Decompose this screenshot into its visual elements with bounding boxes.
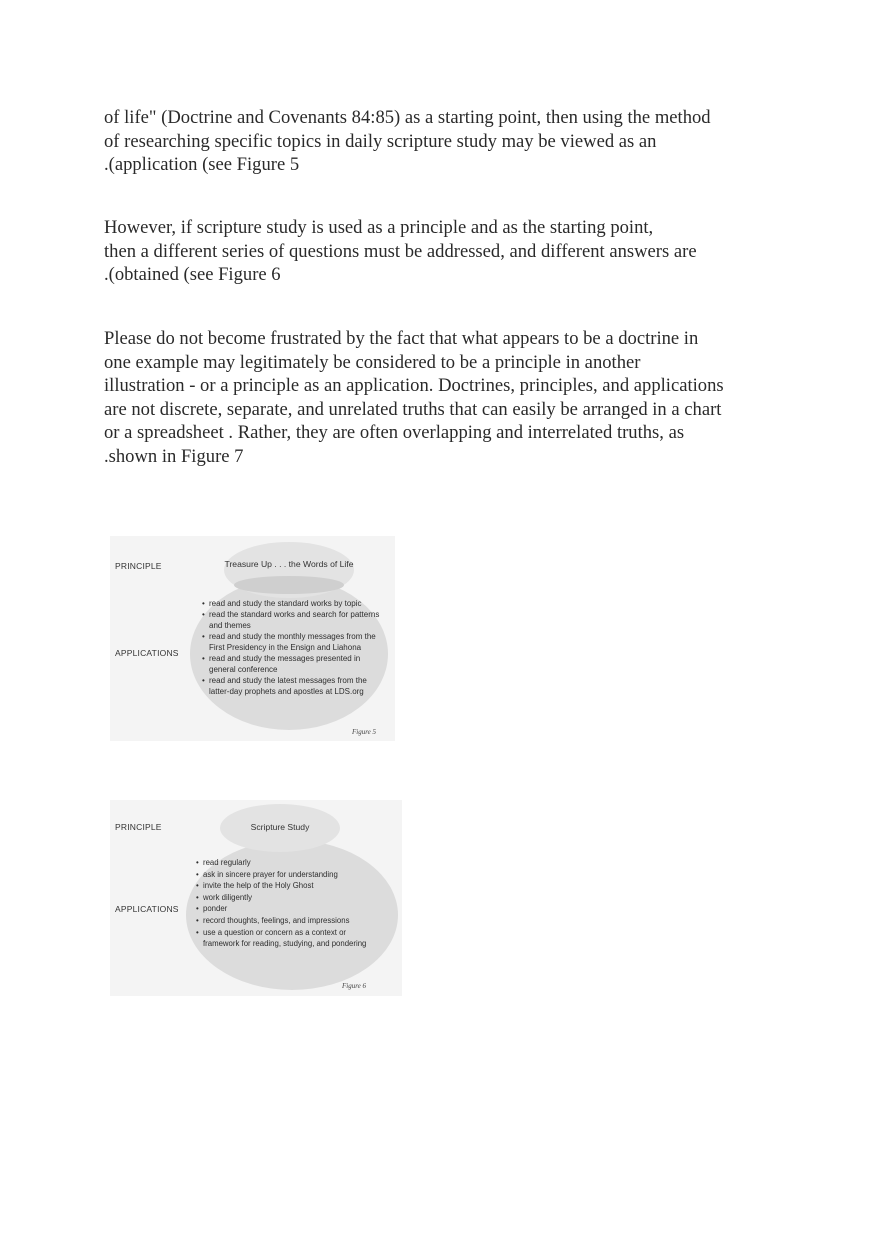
text-line: of life" (Doctrine and Covenants 84:85) as a starting point, then using the method bbox=[104, 107, 711, 128]
figure-caption: Figure 5 bbox=[352, 728, 377, 736]
list-item: • read and study the monthly messages from the First Presidency in the Ensign and Liahona bbox=[202, 631, 379, 653]
paragraph-overlapping-truths bbox=[104, 327, 804, 468]
list-item: • read and study the latest messages from the latter-day prophets and apostles at LDS.org bbox=[202, 675, 379, 697]
list-item: • record thoughts, feelings, and impressions bbox=[196, 915, 366, 927]
text-line: or a spreadsheet . Rather, they are often overlapping and interrelated truths, as bbox=[104, 422, 685, 443]
list-item: • read the standard works and search for patterns and themes bbox=[202, 609, 379, 631]
paragraph-application-figure-5 bbox=[104, 106, 804, 177]
applications-list bbox=[196, 857, 366, 950]
list-item: • use a question or concern as a context or framework for reading, studying, and pondering bbox=[196, 927, 366, 950]
list-item: • ponder bbox=[196, 903, 366, 915]
principle-label: PRINCIPLE bbox=[115, 822, 162, 832]
text-line: However, if scripture study is used as a principle and as the starting point, bbox=[104, 217, 654, 238]
text-line: are not discrete, separate, and unrelated truths that can easily be arranged in a chart bbox=[104, 398, 722, 420]
applications-label: APPLICATIONS bbox=[115, 648, 179, 658]
list-item: • ask in sincere prayer for understanding bbox=[196, 869, 366, 881]
text-line: .(obtained (see Figure 6 bbox=[104, 264, 281, 285]
figure-6-diagram bbox=[110, 800, 402, 996]
applications-label: APPLICATIONS bbox=[115, 904, 179, 914]
text-line: illustration - or a principle as an application. Doctrines, principles, and applications bbox=[104, 375, 724, 396]
list-item: • read and study the messages presented in general conference bbox=[202, 653, 379, 675]
principle-overlap-shadow bbox=[234, 576, 344, 594]
list-item: • read and study the standard works by topic bbox=[202, 598, 379, 609]
text-line: one example may legitimately be considered to be a principle in another bbox=[104, 351, 641, 373]
text-line: .shown in Figure 7 bbox=[104, 445, 244, 467]
list-item: • work diligently bbox=[196, 892, 366, 904]
principle-label: PRINCIPLE bbox=[115, 561, 162, 571]
paragraph-scripture-study-principle bbox=[104, 216, 804, 287]
text-line: then a different series of questions must be addressed, and different answers are bbox=[104, 240, 697, 262]
figure-caption: Figure 6 bbox=[342, 982, 367, 990]
principle-title: Treasure Up . . . the Words of Life bbox=[224, 559, 354, 569]
list-item: • read regularly bbox=[196, 857, 366, 869]
figure-5-diagram bbox=[110, 536, 395, 741]
list-item: • invite the help of the Holy Ghost bbox=[196, 880, 366, 892]
text-line: .(application (see Figure 5 bbox=[104, 154, 300, 175]
applications-list bbox=[202, 598, 379, 697]
text-line: Please do not become frustrated by the fact that what appears to be a doctrine in bbox=[104, 328, 699, 349]
text-line: of researching specific topics in daily scripture study may be viewed as an bbox=[104, 130, 657, 152]
principle-title: Scripture Study bbox=[250, 822, 310, 832]
